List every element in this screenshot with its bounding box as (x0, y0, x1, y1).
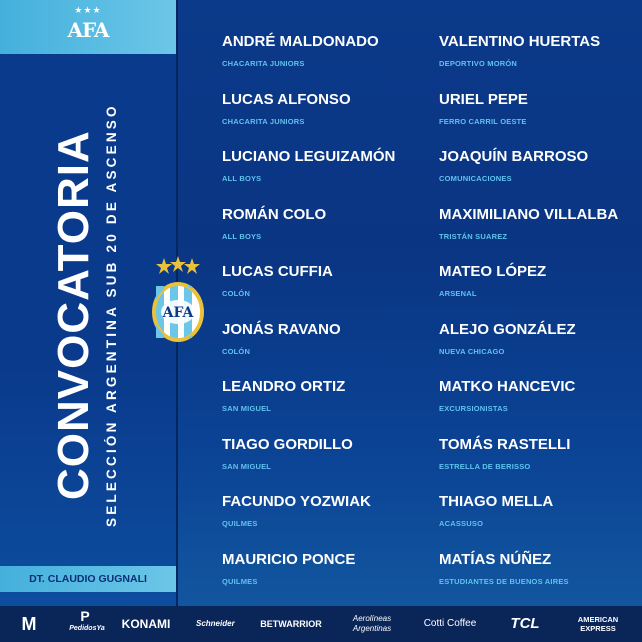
player-entry (222, 378, 422, 414)
cotti-logo: Cotti Coffee (423, 618, 477, 629)
top-band (0, 0, 176, 54)
player-club: SAN MIGUEL (222, 404, 272, 413)
pedidosya-icon: P (80, 608, 90, 624)
player-club: QUILMES (222, 519, 258, 528)
schneider-logo: Schneider (196, 619, 235, 628)
player-name: TIAGO GORDILLO (222, 435, 353, 453)
crest-star-1 (156, 258, 172, 274)
player-name: ALEJO GONZÁLEZ (439, 320, 576, 338)
player-entry (222, 91, 422, 127)
player-entry (439, 551, 639, 587)
player-club: ALL BOYS (222, 231, 262, 241)
amex-logo (572, 606, 624, 642)
player-entry (222, 493, 422, 529)
svg-text:AFA: AFA (162, 305, 194, 321)
player-entry (439, 206, 639, 242)
player-entry (439, 33, 639, 69)
player-name: FACUNDO YOZWIAK (222, 493, 371, 510)
betwarrior-logo: BETWARRIOR (260, 619, 322, 629)
player-entry (439, 148, 639, 184)
sponsor-bar (0, 606, 642, 642)
player-name: TOMÁS RASTELLI (439, 435, 571, 453)
player-club: ESTRELLA DE BERISSO (439, 461, 531, 471)
player-name: LUCAS CUFFIA (222, 263, 333, 280)
player-entry (222, 206, 422, 242)
player-entry (439, 91, 639, 127)
player-name: VALENTINO HUERTAS (439, 33, 601, 50)
player-entry (222, 321, 422, 357)
player-name: THIAGO MELLA (439, 493, 554, 510)
afa-crest-icon (150, 256, 210, 346)
player-club: COLÓN (222, 346, 251, 356)
page-title: CONVOCATORIA (49, 130, 98, 500)
player-club: TRISTÁN SUAREZ (439, 231, 508, 241)
tcl-logo: TCL (510, 615, 540, 632)
player-entry (439, 378, 639, 414)
konami-logo: KONAMI (121, 617, 171, 631)
player-club: CHACARITA JUNIORS (222, 116, 305, 126)
coach-label: DT. CLAUDIO GUGNALI (0, 566, 176, 592)
player-entry (439, 263, 639, 299)
player-entry (439, 436, 639, 472)
afa-logo (64, 6, 112, 50)
page-subtitle: SELECCIÓN ARGENTINA SUB 20 DE ASCENSO (104, 103, 119, 527)
amex-line-1: AMERICAN (577, 615, 619, 624)
player-entry (222, 551, 422, 587)
aerolineas-line-2: Argentinas (352, 624, 392, 633)
player-name: JONÁS RAVANO (222, 320, 341, 338)
player-name: JOAQUÍN BARROSO (439, 148, 589, 165)
player-entry (222, 263, 422, 299)
player-name: MATEO LÓPEZ (439, 263, 547, 280)
player-entry (222, 148, 422, 184)
player-name: LUCIANO LEGUIZAMÓN (222, 148, 396, 165)
player-entry (439, 321, 639, 357)
player-entry (222, 33, 422, 69)
player-club: CHACARITA JUNIORS (222, 59, 305, 68)
title-block (48, 80, 124, 550)
pedidosya-logo: PedidosYa (69, 625, 105, 632)
player-name: URIEL PEPE (439, 90, 528, 108)
aerolineas-line-1: Aerolíneas (352, 614, 392, 623)
crest-star-3 (184, 258, 200, 274)
player-club: NUEVA CHICAGO (439, 346, 505, 356)
player-club: DEPORTIVO MORÓN (439, 59, 518, 68)
player-entry (222, 436, 422, 472)
player-name: LUCAS ALFONSO (222, 90, 351, 108)
player-club: FERRO CARRIL OESTE (439, 116, 527, 126)
player-club: ACASSUSO (439, 519, 484, 528)
player-club: ARSENAL (439, 289, 477, 298)
mcdonalds-logo: M (21, 614, 37, 634)
player-name: MAXIMILIANO VILLALBA (439, 205, 619, 223)
player-club: COLÓN (222, 289, 251, 298)
afa-letters: AFA (67, 18, 109, 42)
player-club: EXCURSIONISTAS (439, 404, 508, 413)
player-name: ANDRÉ MALDONADO (222, 33, 379, 50)
player-club: ESTUDIANTES DE BUENOS AIRES (439, 576, 569, 586)
player-club: SAN MIGUEL (222, 461, 272, 471)
player-club: ALL BOYS (222, 174, 262, 183)
player-club: COMUNICACIONES (439, 174, 512, 183)
player-entry (439, 493, 639, 529)
player-name: MATÍAS NÚÑEZ (439, 550, 552, 568)
player-club: QUILMES (222, 576, 258, 586)
afa-stars: ★★★ (74, 6, 102, 16)
player-name: MATKO HANCEVIC (439, 378, 576, 395)
player-name: ROMÁN COLO (222, 205, 327, 223)
player-name: MAURICIO PONCE (222, 550, 356, 568)
aerolineas-logo (350, 606, 394, 642)
amex-line-2: EXPRESS (580, 624, 616, 633)
player-name: LEANDRO ORTIZ (222, 378, 346, 395)
crest-star-2 (170, 256, 186, 272)
